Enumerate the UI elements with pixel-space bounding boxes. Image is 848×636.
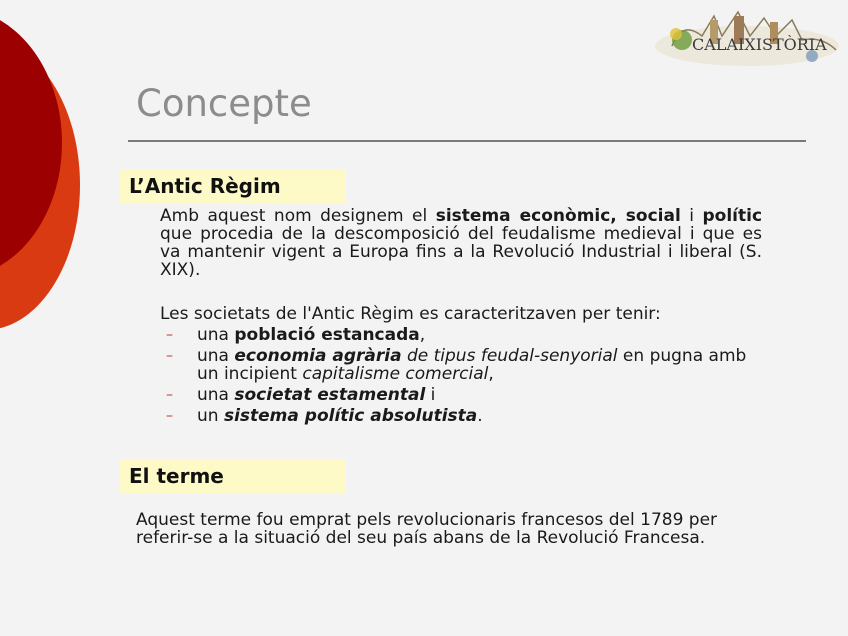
logo-text: CALAIXISTÒRIA bbox=[692, 35, 827, 54]
list-item: – una economia agrària de tipus feudal-senyorial en pugna amb un incipient capitalisme comercial, bbox=[166, 346, 747, 384]
title-divider bbox=[128, 140, 806, 142]
lead-paragraph: Les societats de l'Antic Règim es caracteritzaven per tenir: bbox=[160, 304, 661, 324]
slide-title: Concepte bbox=[136, 82, 312, 125]
dash-bullet: – bbox=[166, 387, 173, 403]
intro-paragraph: Amb aquest nom designem el sistema econòmic, social i polític que procedia de la descomposició del feudalisme medieval i que es va mantenir vigent a Europa fins a la Revolució Industrial i liberal (S. XIX). bbox=[160, 206, 763, 280]
dash-bullet: – bbox=[166, 327, 173, 343]
list-item: – un sistema polític absolutista. bbox=[166, 406, 483, 426]
list-item: – una societat estamental i bbox=[166, 385, 436, 405]
term-paragraph: Aquest terme fou emprat pels revolucionaris francesos del 1789 per referir-se a la situació del seu país abans de la Revolució Francesa. bbox=[136, 510, 718, 548]
characteristics-list bbox=[166, 326, 766, 428]
list-item: – una població estancada, bbox=[166, 325, 426, 345]
section-heading-el-terme: El terme bbox=[120, 459, 346, 493]
dash-bullet: – bbox=[166, 408, 173, 424]
section-heading-antic-regim: L’Antic Règim bbox=[120, 169, 346, 203]
calaixistoria-logo bbox=[652, 6, 842, 72]
dash-bullet: – bbox=[166, 348, 173, 364]
